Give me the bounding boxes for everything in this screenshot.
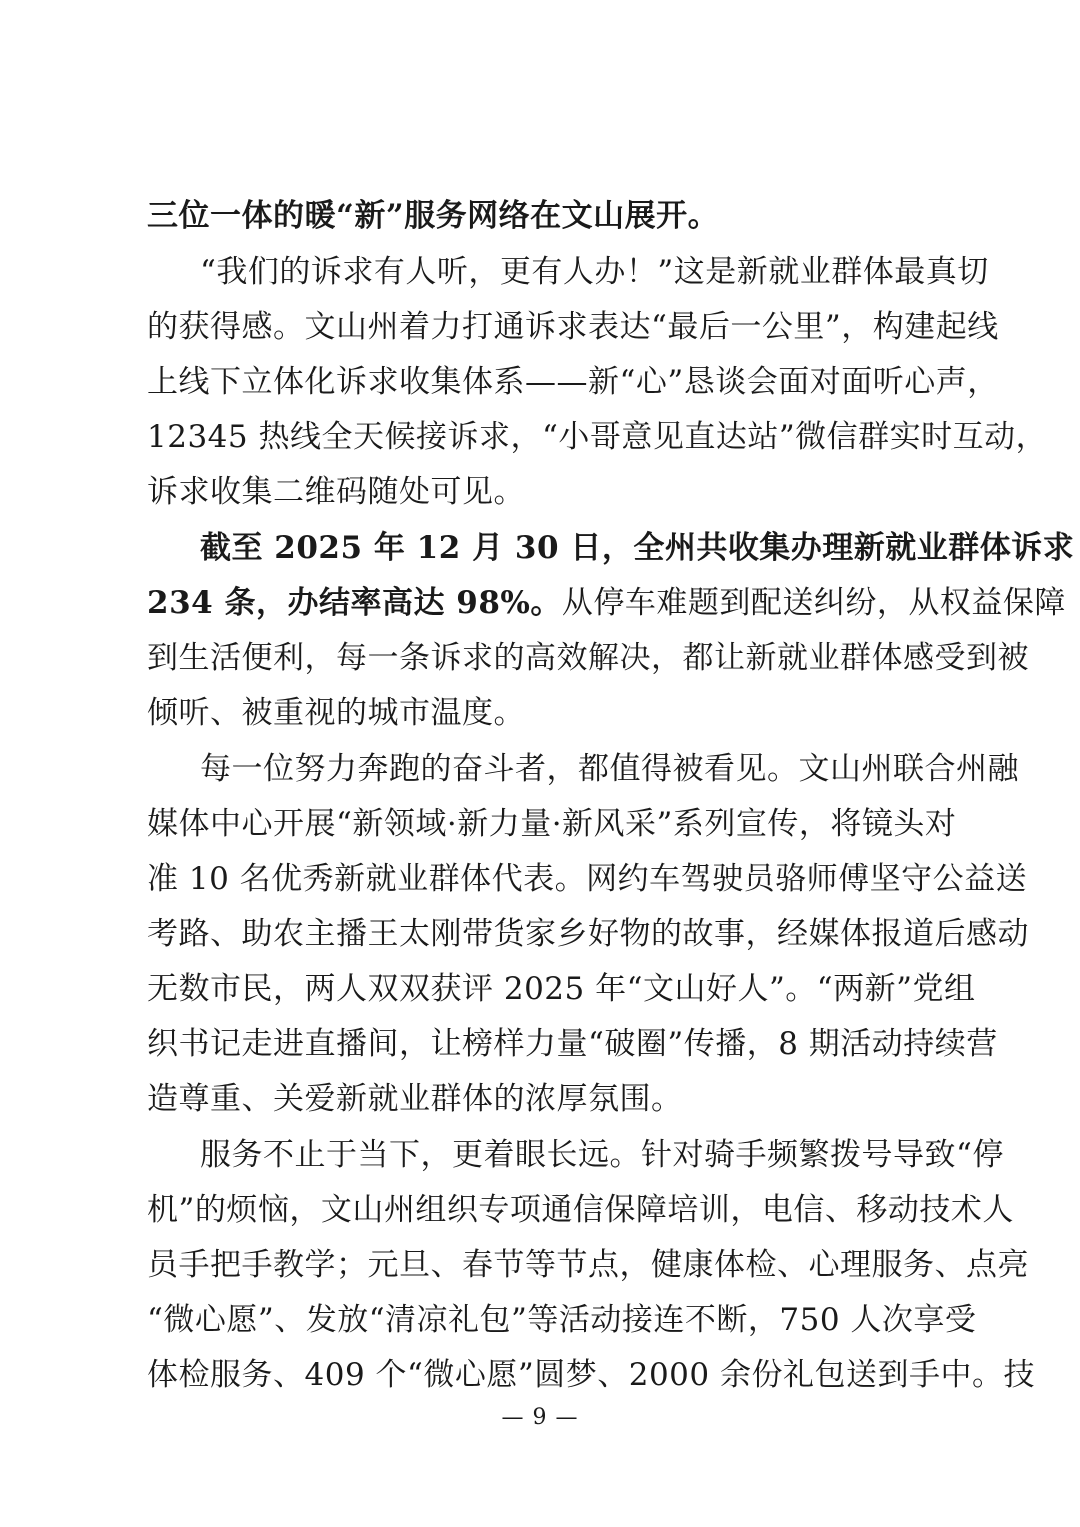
body-line-19: 机”的烦恼，文山州组织专项通信保障培训，电信、移动技术人 [147,1192,1014,1228]
body-line-9: 到生活便利，每一条诉求的高效解决，都让新就业群体感受到被 [147,640,1029,676]
body-line-3: 的获得感。文山州着力打通诉求表达“最后一公里”，构建起线 [147,309,999,345]
body-line-13: 准 10 名优秀新就业群体代表。网约车驾驶员骆师傅坚守公益送 [147,861,1028,897]
body-line-6: 诉求收集二维码随处可见。 [147,474,525,510]
body-line-10: 倾听、被重视的城市温度。 [147,695,525,731]
bold-statistic: 234 条，办结率高达 98%。 [147,585,562,621]
body-line-17: 造尊重、关爱新就业群体的浓厚氛围。 [147,1081,683,1117]
body-line-5: 12345 热线全天候接诉求，“小哥意见直达站”微信群实时互动， [147,419,1048,455]
body-line-20: 员手把手教学；元旦、春节等节点，健康体检、心理服务、点亮 [147,1247,1029,1283]
body-line-16: 织书记走进直播间，让榜样力量“破圈”传播，8 期活动持续营 [147,1026,998,1062]
body-line-15: 无数市民，两人双双获评 2025 年“文山好人”。“两新”党组 [147,971,976,1007]
body-line-1: 三位一体的暖“新”服务网络在文山展开。 [147,198,720,234]
body-line-11: 每一位努力奔跑的奋斗者，都值得被看见。文山州联合州融 [200,751,1019,787]
body-line-8-rest: 从停车难题到配送纠纷，从权益保障 [561,585,1066,621]
body-line-18: 服务不止于当下，更着眼长远。针对骑手频繁拨号导致“停 [200,1137,1004,1173]
page-number: — 9 — [501,1405,579,1430]
body-line-12: 媒体中心开展“新领域·新力量·新风采”系列宣传，将镜头对 [147,806,957,842]
body-line-21: “微心愿”、发放“清凉礼包”等活动接连不断，750 人次享受 [147,1302,977,1338]
body-line-8 [147,583,1066,623]
body-line-2: “我们的诉求有人听，更有人办！”这是新就业群体最真切 [200,254,989,290]
body-line-7: 截至 2025 年 12 月 30 日，全州共收集办理新就业群体诉求 [200,530,1075,566]
body-line-22: 体检服务、409 个“微心愿”圆梦、2000 余份礼包送到手中。技 [147,1357,1035,1393]
body-line-4: 上线下立体化诉求收集体系——新“心”恳谈会面对面听心声， [147,364,999,400]
body-line-14: 考路、助农主播王太刚带货家乡好物的故事，经媒体报道后感动 [147,916,1029,952]
